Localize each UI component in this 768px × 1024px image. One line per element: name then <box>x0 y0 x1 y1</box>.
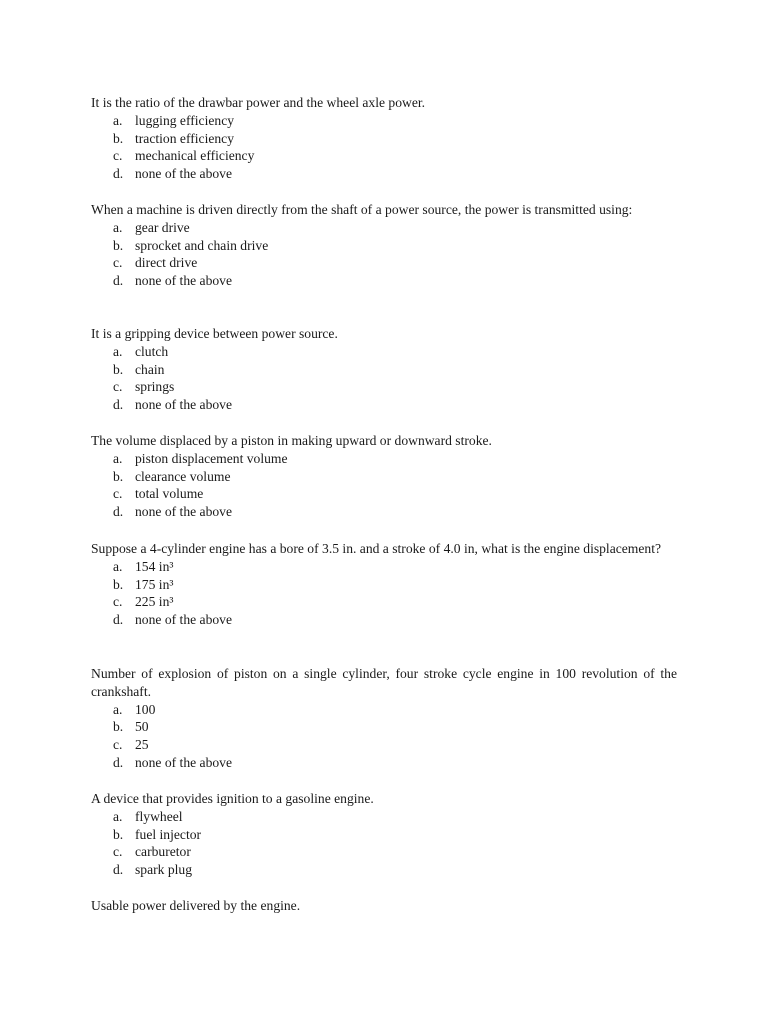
option-b <box>91 468 677 486</box>
option-letter: b. <box>113 826 124 842</box>
option-a <box>91 450 677 468</box>
option-letter: d. <box>113 166 124 182</box>
option-letter: a. <box>113 219 123 235</box>
option-c <box>91 843 677 861</box>
option-letter: b. <box>113 576 124 592</box>
question-2 <box>91 201 677 290</box>
question-stem: It is the ratio of the drawbar power and the wheel axle power. <box>91 95 426 110</box>
option-letter: d. <box>113 397 124 413</box>
option-list <box>91 112 677 183</box>
option-letter: b. <box>113 719 124 735</box>
option-c <box>91 593 677 611</box>
option-a <box>91 112 677 130</box>
option-text: gear drive <box>135 219 190 235</box>
option-letter: b. <box>113 468 124 484</box>
option-d <box>91 396 677 414</box>
question-stem: A device that provides ignition to a gasoline engine. <box>91 791 374 806</box>
option-c <box>91 736 677 754</box>
option-text: spark plug <box>135 862 193 878</box>
option-c <box>91 485 677 503</box>
option-d <box>91 611 677 629</box>
option-d <box>91 272 677 290</box>
option-list <box>91 450 677 521</box>
option-list <box>91 219 677 290</box>
option-text: none of the above <box>135 754 233 770</box>
option-text: lugging efficiency <box>135 112 235 128</box>
option-text: springs <box>135 379 175 395</box>
option-b <box>91 826 677 844</box>
option-d <box>91 861 677 879</box>
option-c <box>91 147 677 165</box>
option-letter: d. <box>113 612 124 628</box>
option-text: none of the above <box>135 612 233 628</box>
option-text: traction efficiency <box>135 130 235 146</box>
question-stem: When a machine is driven directly from the shaft of a power source, the power is transmitted using: <box>91 202 633 217</box>
option-letter: a. <box>113 808 123 824</box>
option-a <box>91 343 677 361</box>
option-letter: a. <box>113 701 123 717</box>
question-8 <box>91 897 677 915</box>
option-letter: a. <box>113 343 123 359</box>
option-a <box>91 808 677 826</box>
option-text: 100 <box>135 701 156 717</box>
question-stem: Suppose a 4-cylinder engine has a bore of 3.5 in. and a stroke of 4.0 in, what is the engine displacement? <box>91 541 662 556</box>
option-letter: d. <box>113 504 124 520</box>
option-letter: d. <box>113 273 124 289</box>
option-letter: c. <box>113 594 123 610</box>
option-b <box>91 130 677 148</box>
question-3 <box>91 325 677 414</box>
option-text: 25 <box>135 737 149 753</box>
question-stem: Usable power delivered by the engine. <box>91 898 301 913</box>
option-b <box>91 576 677 594</box>
question-4 <box>91 432 677 521</box>
option-letter: c. <box>113 844 123 860</box>
option-c <box>91 378 677 396</box>
option-letter: a. <box>113 558 123 574</box>
question-1 <box>91 94 677 183</box>
question-stem: It is a gripping device between power source. <box>91 326 338 341</box>
option-b <box>91 361 677 379</box>
option-letter: c. <box>113 737 123 753</box>
option-list <box>91 808 677 879</box>
option-text: mechanical efficiency <box>135 148 255 164</box>
option-b <box>91 237 677 255</box>
option-text: none of the above <box>135 397 233 413</box>
option-d <box>91 503 677 521</box>
option-c <box>91 254 677 272</box>
option-letter: b. <box>113 130 124 146</box>
question-stem: The volume displaced by a piston in making upward or downward stroke. <box>91 433 492 448</box>
option-letter: d. <box>113 754 124 770</box>
option-text: sprocket and chain drive <box>135 237 269 253</box>
option-list <box>91 343 677 414</box>
option-text: flywheel <box>135 808 183 824</box>
option-text: none of the above <box>135 504 233 520</box>
option-letter: a. <box>113 112 123 128</box>
option-list <box>91 701 677 772</box>
option-text: none of the above <box>135 166 233 182</box>
question-7 <box>91 790 677 879</box>
option-text: direct drive <box>135 255 198 271</box>
question-stem: Number of explosion of piston on a single cylinder, four stroke cycle engine in 100 revolution of the crankshaft. <box>91 666 677 699</box>
option-text: clutch <box>135 343 169 359</box>
question-5 <box>91 540 677 629</box>
option-a <box>91 701 677 719</box>
option-text: 225 in³ <box>135 594 174 610</box>
option-letter: b. <box>113 361 124 377</box>
question-6 <box>91 665 677 772</box>
option-text: none of the above <box>135 273 233 289</box>
option-text: total volume <box>135 486 204 502</box>
option-letter: c. <box>113 379 123 395</box>
option-text: 154 in³ <box>135 558 174 574</box>
option-letter: b. <box>113 237 124 253</box>
option-list <box>91 558 677 629</box>
option-a <box>91 219 677 237</box>
option-a <box>91 558 677 576</box>
option-text: piston displacement volume <box>135 450 288 466</box>
option-letter: c. <box>113 255 123 271</box>
option-text: carburetor <box>135 844 191 860</box>
option-text: chain <box>135 361 165 377</box>
option-text: fuel injector <box>135 826 202 842</box>
option-b <box>91 718 677 736</box>
option-d <box>91 754 677 772</box>
option-d <box>91 165 677 183</box>
option-letter: a. <box>113 450 123 466</box>
option-letter: c. <box>113 148 123 164</box>
option-text: 50 <box>135 719 149 735</box>
option-text: clearance volume <box>135 468 231 484</box>
option-text: 175 in³ <box>135 576 174 592</box>
option-letter: c. <box>113 486 123 502</box>
option-letter: d. <box>113 862 124 878</box>
